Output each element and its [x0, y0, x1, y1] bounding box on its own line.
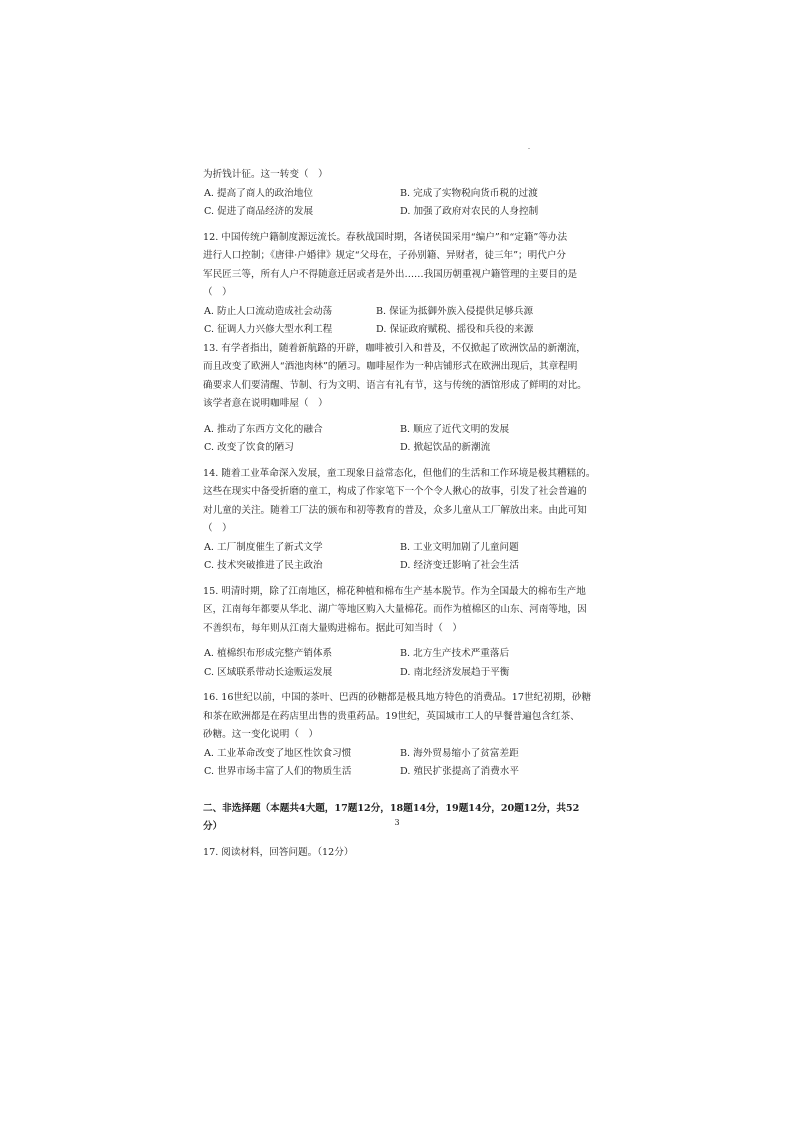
section-heading-line: 二、非选择题（本题共4大题，17题12分，18题14分，19题14分，20题12分，共52 — [203, 802, 580, 814]
question-line: 这些在现实中备受折磨的童工，构成了作家笔下一个个令人揪心的故事，引发了社会普遍的 — [203, 486, 587, 497]
option-c[interactable]: C. 征调人力兴修大型水利工程 — [204, 324, 333, 335]
option-d[interactable]: D. 加强了政府对农民的人身控制 — [400, 206, 539, 217]
question-line: 砂糖。这一变化说明（ ） — [203, 729, 319, 740]
question-line: 和茶在欧洲都是在药店里出售的贵重药品。19世纪，英国城市工人的早餐普遍包含红茶、 — [203, 710, 580, 722]
option-b[interactable]: B. 顺应了近代文明的发展 — [400, 423, 510, 435]
option-b[interactable]: B. 保证为抵御外族入侵提供足够兵源 — [376, 305, 534, 317]
option-row — [203, 539, 611, 558]
question-line: 该学者意在说明咖啡屋（ ） — [203, 398, 328, 409]
question-line: 区，江南每年都要从华北、湖广等地区购入大量棉花。而作为植棉区的山东、河南等地，因 — [203, 604, 587, 615]
option-b[interactable]: B. 海外贸易缩小了贫富差距 — [400, 747, 519, 759]
option-c[interactable]: C. 促进了商品经济的发展 — [204, 206, 314, 217]
option-a[interactable]: A. 植棉织布形成完整产销体系 — [204, 648, 333, 659]
option-d[interactable]: D. 保证政府赋税、摇役和兵役的来源 — [376, 324, 534, 335]
option-c[interactable]: C. 技术突破推进了民主政治 — [204, 560, 323, 571]
question-line: 14. 随着工业革命深入发展，童工现象日益常态化，但他们的生活和工作环境是极其糟糕的。 — [203, 467, 596, 479]
question-17: 17. 阅读材料，回答问题。（12分） — [203, 846, 354, 858]
question-line: 16. 16世纪以前，中国的茶叶、巴西的砂糖都是极具地方特色的消费品。17世纪初期，砂糖 — [203, 692, 592, 703]
option-row — [203, 664, 611, 683]
option-c[interactable]: C. 改变了饮食的陋习 — [204, 442, 294, 453]
option-c[interactable]: C. 区域联系带动长途贩运发展 — [204, 666, 333, 678]
question-16 — [203, 689, 611, 782]
option-a[interactable]: A. 提高了商人的政治地位 — [204, 187, 313, 199]
option-d[interactable]: D. 经济变迁影响了社会生活 — [400, 560, 519, 571]
option-b[interactable]: B. 北方生产技术严重落后 — [400, 648, 510, 659]
option-row — [203, 645, 611, 664]
option-d[interactable]: D. 南北经济发展趋于平衡 — [400, 666, 510, 678]
option-row — [203, 321, 611, 340]
question-line: 而且改变了欧洲人“酒池肉林”的陋习。咖啡屋作为一种店铺形式在欧洲出现后，其章程明 — [203, 361, 578, 372]
question-line: 13. 有学者指出，随着新航路的开辟，咖啡被引入和普及，不仅掀起了欧洲饮品的新潮流， — [203, 342, 586, 354]
option-row — [203, 745, 611, 764]
option-row — [203, 557, 611, 576]
question-line: 军民匠三等，所有人户不得随意迁居或者是外出……我国历朝重视户籍管理的主要目的是 — [203, 268, 578, 280]
option-b[interactable]: B. 工业文明加剧了儿童问题 — [400, 541, 519, 553]
option-row — [203, 763, 611, 782]
question-line: （ ） — [203, 287, 232, 298]
question-13 — [203, 340, 611, 458]
option-a[interactable]: A. 防止人口流动造成社会动荡 — [204, 305, 333, 317]
question-15 — [203, 583, 611, 683]
scan-speck — [528, 148, 530, 149]
question-line: 不善织布，每年则从江南大量购进棉布。据此可知当时（ ） — [203, 622, 463, 634]
question-12 — [203, 229, 611, 340]
option-b[interactable]: B. 完成了实物税向货币税的过渡 — [400, 187, 538, 199]
page-content — [203, 166, 611, 862]
option-row — [203, 303, 611, 322]
section-heading-line: 分） — [203, 821, 223, 832]
option-c[interactable]: C. 世界市场丰富了人们的物质生活 — [204, 766, 352, 777]
option-d[interactable]: D. 殖民扩张提高了消费水平 — [400, 766, 519, 777]
option-row — [203, 203, 611, 222]
option-row — [203, 185, 611, 204]
question-line: （ ） — [203, 523, 232, 534]
option-row — [203, 439, 611, 458]
option-a[interactable]: A. 推动了东西方文化的融合 — [204, 423, 323, 435]
question-line: 15. 明清时期，除了江南地区，棉花种植和棉布生产基本脱节。作为全国最大的棉布生产地 — [203, 585, 586, 597]
question-line: 12. 中国传统户籍制度源远流长。春秋战国时期，各诸侯国采用“编户”和“定籍”等办法 — [203, 231, 568, 243]
option-d[interactable]: D. 掀起饮品的新潮流 — [400, 442, 491, 453]
page-number: 3 — [394, 818, 400, 827]
question-text: 为折钱计征。这一转变（ ） — [203, 169, 328, 180]
option-a[interactable]: A. 工厂制度催生了新式文学 — [204, 541, 323, 553]
question-11-tail — [203, 166, 611, 222]
question-line: 进行人口控制；《唐律·户婚律》规定“父母在，子孙别籍、异财者，徒三年”；明代户分 — [203, 250, 567, 261]
question-line: 确要求人们要清醒、节制、行为文明、语言有礼有节，这与传统的酒馆形成了鲜明的对比。 — [203, 379, 587, 391]
question-line: 对儿童的关注。随着工厂法的颁布和初等教育的普及，众多儿童从工厂解放出来。由此可知 — [203, 504, 587, 516]
option-row — [203, 421, 611, 440]
option-a[interactable]: A. 工业革命改变了地区性饮食习惯 — [204, 747, 352, 759]
question-14 — [203, 465, 611, 576]
